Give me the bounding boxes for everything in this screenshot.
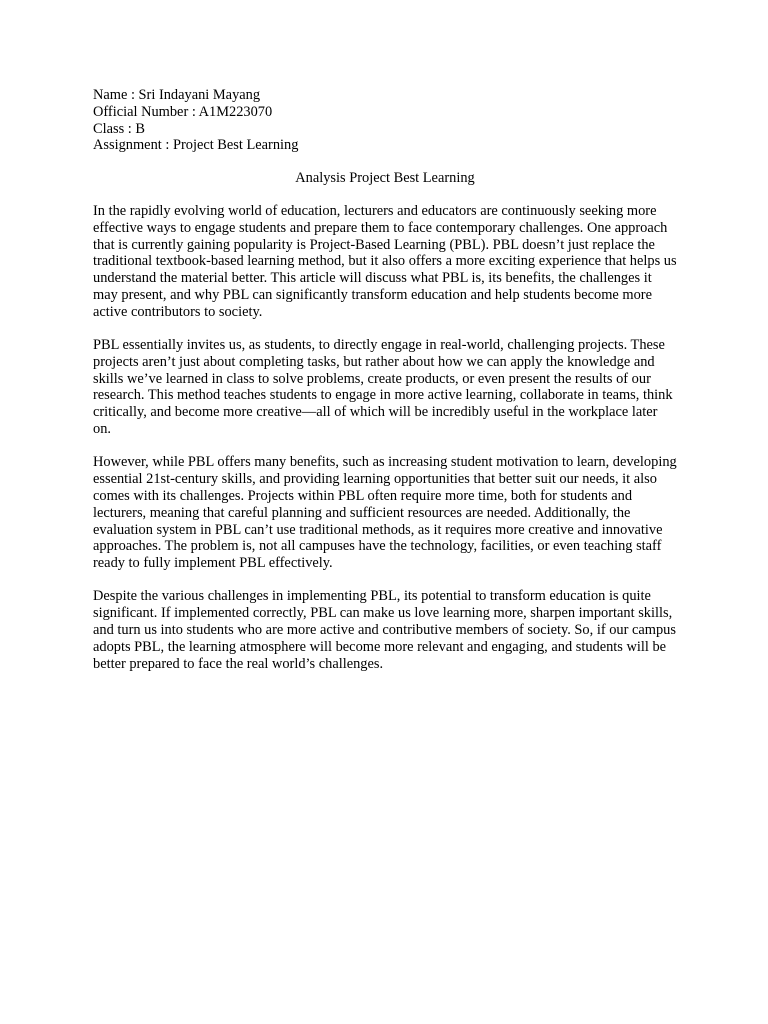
- paragraph-definition: PBL essentially invites us, as students, to directly engage in real-world, challenging projects. These projects aren’t just about completing tasks, but rather about how we can apply the knowledge and skills we’ve learned in class to solve problems, create products, or even present the results of our research. This method teaches students to engage in more active learning, collaborate in teams, think critically, and become more creative—all of which will be incredibly useful in the workplace later on.: [93, 337, 673, 438]
- document-content: [93, 87, 677, 689]
- class-label: Class : B: [93, 120, 145, 137]
- paragraph-conclusion: Despite the various challenges in implementing PBL, its potential to transform education is quite significant. If implemented correctly, PBL can make us love learning more, sharpen important skills, and turn us into students who are more active and contributive members of society. So, if our campus adopts PBL, the learning atmosphere will become more relevant and engaging, and students will be better prepared to face the real world’s challenges.: [93, 588, 676, 672]
- assignment-label: Assignment : Project Best Learning: [93, 137, 299, 154]
- paragraph-introduction: In the rapidly evolving world of education, lecturers and educators are continuously seeking more effective ways to engage students and prepare them to face contemporary challenges. One approach that is currently gaining popularity is Project-Based Learning (PBL). PBL doesn’t just replace the traditional textbook-based learning method, but it also offers a more exciting experience that helps us understand the material better. This article will discuss what PBL is, its benefits, the challenges it may present, and why PBL can significantly transform education and help students become more active contributors to society.: [93, 202, 677, 320]
- document-title: Analysis Project Best Learning: [295, 170, 475, 187]
- paragraph-challenges: However, while PBL offers many benefits, such as increasing student motivation to learn, developing essential 21st-century skills, and providing learning opportunities that better suit our needs, it also comes with its challenges. Projects within PBL often require more time, both for students and lecturers, meaning that careful planning and sufficient resources are needed. Additionally, the evaluation system in PBL can’t use traditional methods, as it requires more creative and innovative approaches. The problem is, not all campuses have the technology, facilities, or even teaching staff ready to fully implement PBL effectively.: [93, 454, 677, 572]
- student-name: Name : Sri Indayani Mayang: [93, 87, 261, 103]
- official-number: Official Number : A1M223070: [93, 103, 273, 120]
